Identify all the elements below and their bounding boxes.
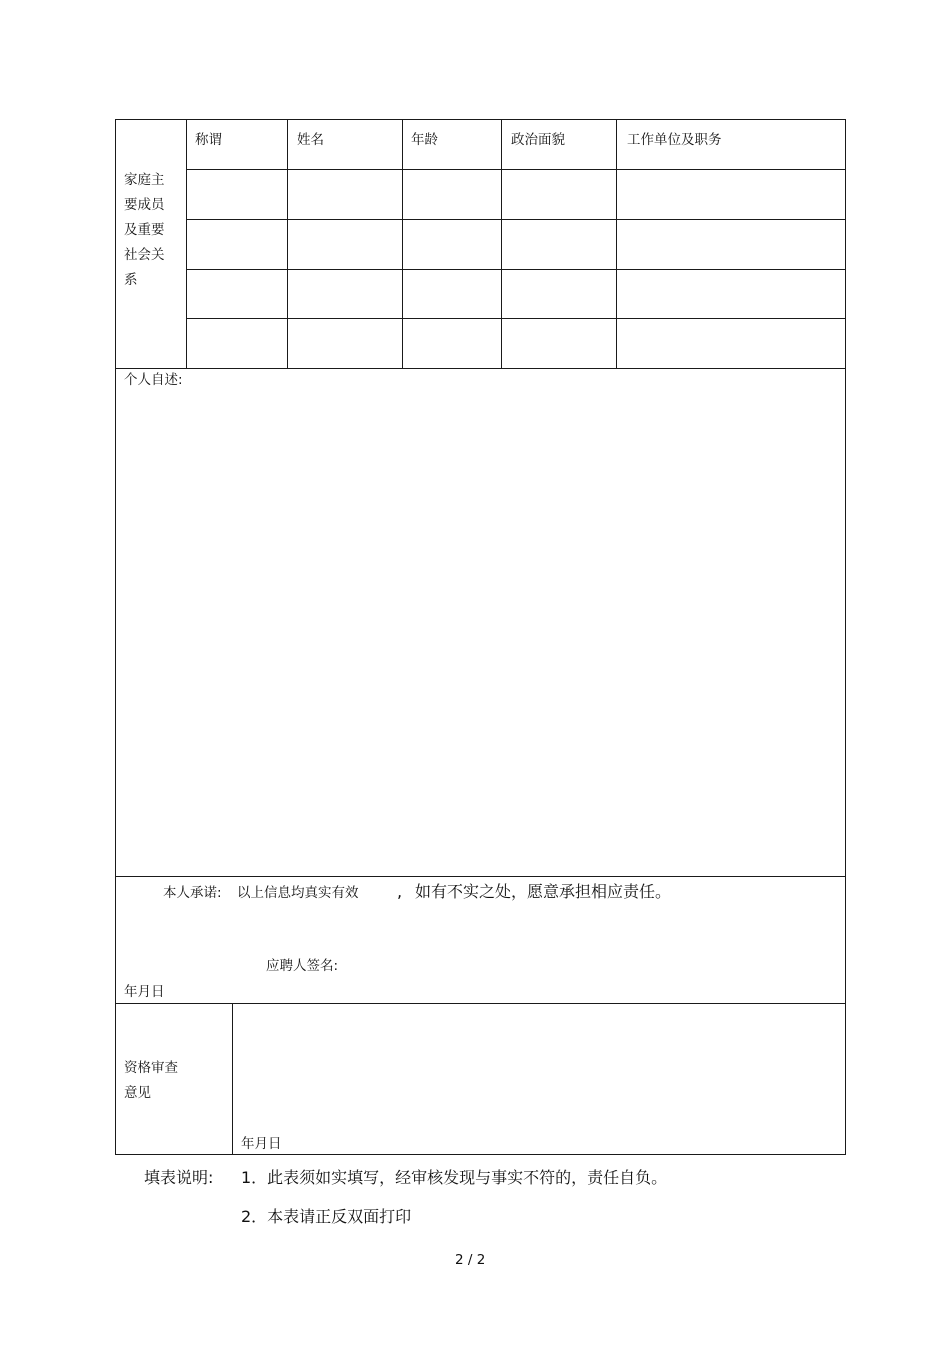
page-number: 2 / 2 (455, 1252, 486, 1268)
family-cell[interactable] (502, 170, 616, 219)
self-statement-area[interactable] (116, 392, 845, 875)
table-border-bottom (115, 1154, 846, 1155)
notes-item: 1．此表须如实填写，经审核发现与事实不符的，责任自负。 (241, 1168, 668, 1187)
table-border-top (115, 119, 846, 120)
family-label-line: 社会关 (124, 247, 165, 263)
family-row-divider-3 (186, 269, 846, 270)
family-row-divider-2 (186, 219, 846, 220)
family-label-line: 要成员 (124, 197, 165, 213)
family-section-label (124, 168, 165, 293)
table-border-right (845, 119, 846, 1155)
pledge-text-large: 如有不实之处，愿意承担相应责任。 (415, 882, 672, 901)
review-label-line: 资格审查 (124, 1060, 178, 1076)
header-political-status: 政治面貌 (511, 132, 565, 148)
pledge-comma: , (397, 882, 403, 901)
family-col-divider-2 (402, 119, 403, 368)
notes-title: 填表说明: (144, 1168, 214, 1187)
family-label-line: 系 (124, 272, 138, 288)
pledge-text-small: 以上信息均真实有效 (237, 885, 359, 901)
family-cell[interactable] (187, 170, 287, 219)
header-name: 姓名 (297, 132, 324, 148)
review-label-line: 意见 (124, 1085, 151, 1101)
family-col-divider-label (186, 119, 187, 368)
family-cell[interactable] (288, 170, 402, 219)
pledge-date: 年月日 (124, 984, 165, 1000)
signature-label: 应聘人签名: (266, 958, 339, 974)
family-cell[interactable] (617, 170, 845, 219)
family-row-divider-4 (186, 318, 846, 319)
review-date: 年月日 (241, 1136, 282, 1152)
pledge-prefix: 本人承诺: (163, 885, 222, 901)
notes-item: 2．本表请正反双面打印 (241, 1207, 412, 1226)
header-employer-position: 工作单位及职务 (627, 132, 722, 148)
family-col-divider-1 (287, 119, 288, 368)
family-col-divider-3 (501, 119, 502, 368)
pledge-top-border (115, 876, 846, 877)
family-label-line: 家庭主 (124, 172, 165, 188)
header-age: 年龄 (411, 132, 438, 148)
self-statement-label: 个人自述: (124, 372, 183, 388)
self-statement-top-border (115, 368, 846, 369)
header-relation: 称谓 (195, 132, 222, 148)
signature-field[interactable] (350, 952, 550, 978)
review-opinion-area[interactable] (233, 1004, 845, 1130)
family-col-divider-4 (616, 119, 617, 368)
review-label (124, 1056, 178, 1106)
family-cell[interactable] (403, 170, 501, 219)
family-label-line: 及重要 (124, 222, 165, 238)
